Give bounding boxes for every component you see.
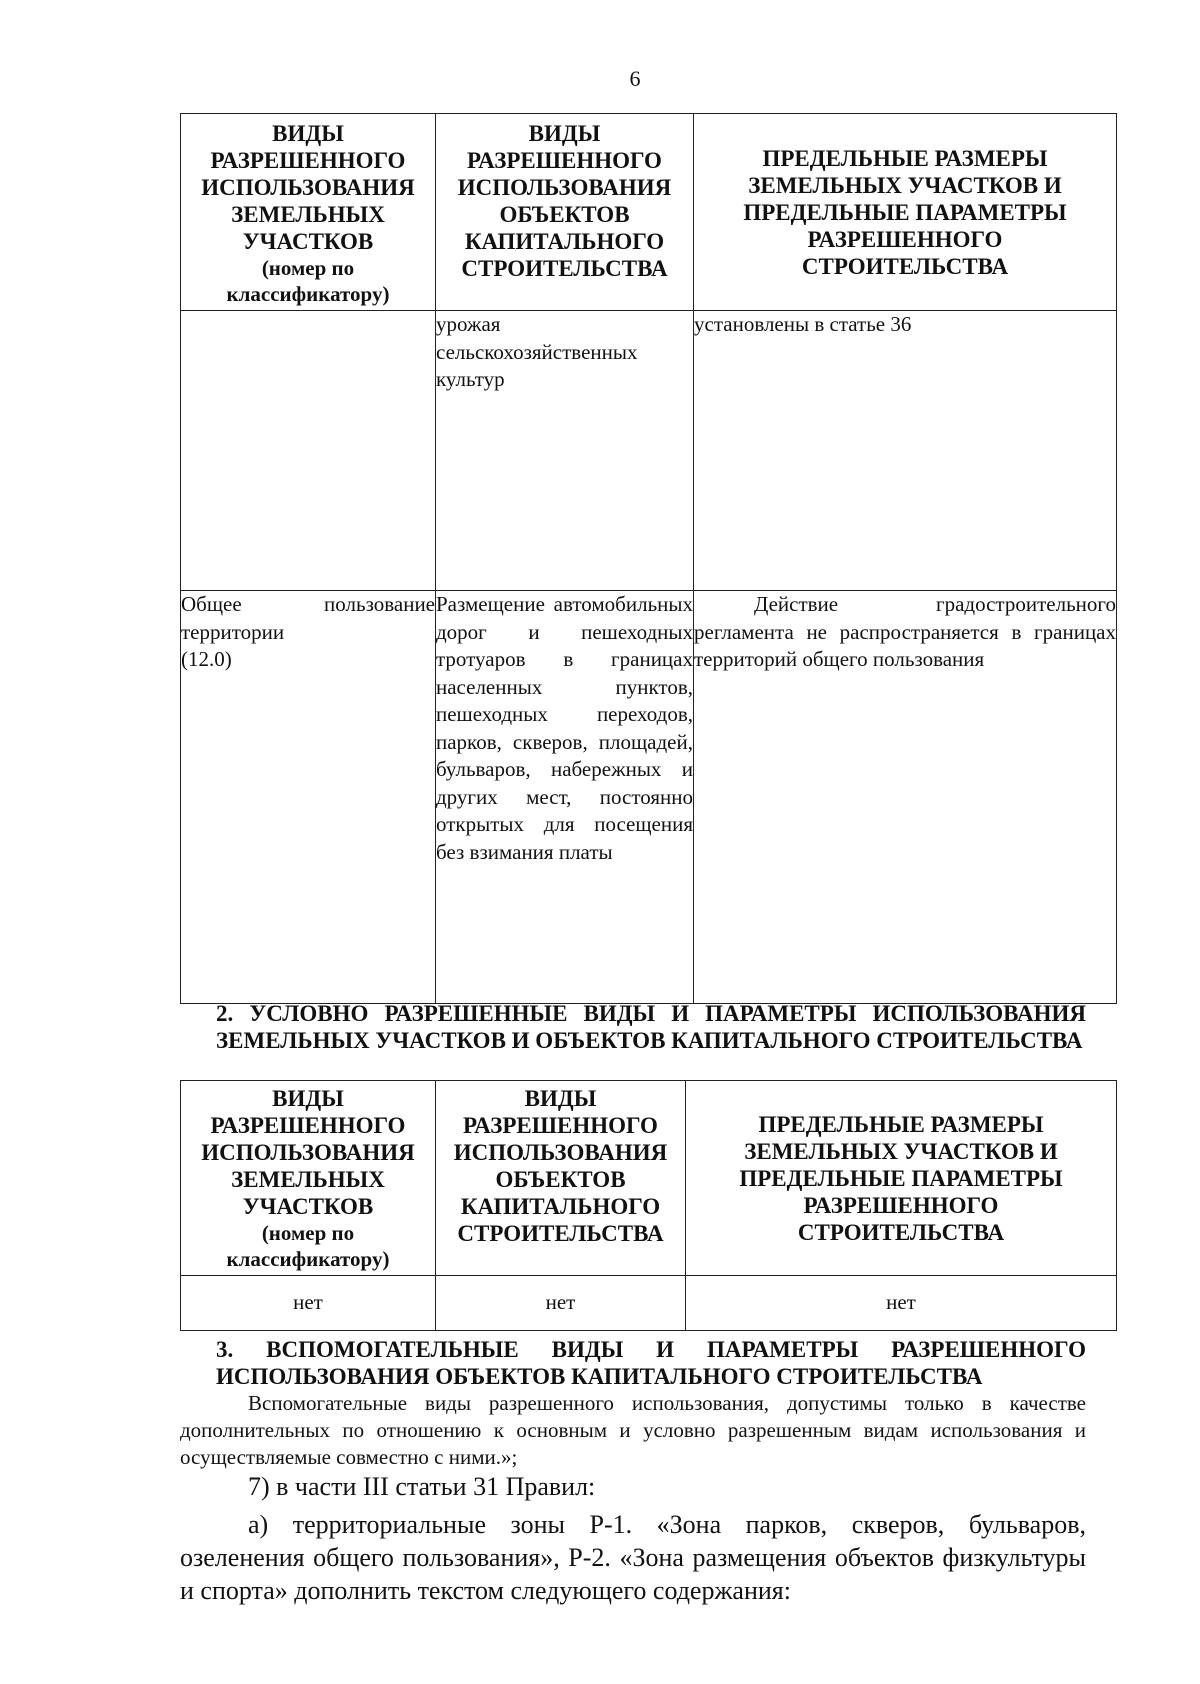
cell-land-use: нет bbox=[181, 1276, 436, 1331]
table-header-row bbox=[181, 1081, 1117, 1276]
cell-objects: Размещение автомобильных дорог и пешеходных тротуаров в границах населенных пунктов, пешеходных переходов, парков, скверов, площадей, бульваров, набережных и других мест, постоянно открытых для посещения без взимания платы bbox=[436, 591, 694, 1004]
table-row bbox=[181, 311, 1117, 591]
table-row bbox=[181, 1276, 1117, 1331]
header-limit-params bbox=[686, 1081, 1117, 1276]
header-title: ПРЕДЕЛЬНЫЕ РАЗМЕРЫ ЗЕМЕЛЬНЫХ УЧАСТКОВ И ПРЕДЕЛЬНЫЕ ПАРАМЕТРЫ РАЗРЕШЕННОГО СТРОИТЕЛЬСТВА bbox=[743, 145, 1067, 279]
header-object-use-types bbox=[436, 114, 694, 311]
section-2-title: 2. УСЛОВНО РАЗРЕШЕННЫЕ ВИДЫ И ПАРАМЕТРЫ ИСПОЛЬЗОВАНИЯ ЗЕМЕЛЬНЫХ УЧАСТКОВ И ОБЪЕКТОВ КАПИТАЛЬНОГО СТРОИТЕЛЬСТВА bbox=[216, 1001, 1086, 1053]
conditional-uses-table bbox=[180, 1080, 1117, 1331]
land-use-code: (12.0) bbox=[181, 647, 232, 671]
header-title: ВИДЫ РАЗРЕШЕННОГО ИСПОЛЬЗОВАНИЯ ОБЪЕКТОВ КАПИТАЛЬНОГО СТРОИТЕЛЬСТВА bbox=[457, 121, 672, 281]
cell-land-use bbox=[181, 311, 436, 591]
item-7: 7) в части III статьи 31 Правил: bbox=[248, 1472, 596, 1501]
cell-params: нет bbox=[686, 1276, 1117, 1331]
header-land-use-types bbox=[181, 114, 436, 311]
header-land-use-types bbox=[181, 1081, 436, 1276]
header-title: ВИДЫ РАЗРЕШЕННОГО ИСПОЛЬЗОВАНИЯ ЗЕМЕЛЬНЫХ УЧАСТКОВ bbox=[201, 121, 415, 254]
cell-land-use bbox=[181, 591, 436, 1004]
header-subtitle: (номер по классификатору) bbox=[226, 256, 390, 306]
header-title: ВИДЫ РАЗРЕШЕННОГО ИСПОЛЬЗОВАНИЯ ОБЪЕКТОВ КАПИТАЛЬНОГО СТРОИТЕЛЬСТВА bbox=[453, 1086, 668, 1246]
header-subtitle: (номер по классификатору) bbox=[226, 1221, 390, 1271]
table-row bbox=[181, 591, 1117, 1004]
item-a: а) территориальные зоны Р-1. «Зона парков, скверов, бульваров, озеленения общего пользования», Р-2. «Зона размещения объектов физкультуры и спорта» дополнить текстом следующего содержания: bbox=[180, 1510, 1086, 1605]
cell-params: установлены в статье 36 bbox=[694, 311, 1117, 591]
main-uses-table bbox=[180, 113, 1117, 1004]
land-use-name: Общее пользование территории bbox=[181, 592, 435, 644]
cell-params: Действие градостроительного регламента не распространяется в границах территорий общего пользования bbox=[694, 591, 1117, 1004]
section-3-title: 3. ВСПОМОГАТЕЛЬНЫЕ ВИДЫ И ПАРАМЕТРЫ РАЗРЕШЕННОГО ИСПОЛЬЗОВАНИЯ ОБЪЕКТОВ КАПИТАЛЬНОГО СТРОИТЕЛЬСТВА bbox=[216, 1337, 1086, 1389]
table-header-row bbox=[181, 114, 1117, 311]
cell-objects: урожая сельскохозяйственных культур bbox=[436, 311, 694, 591]
header-object-use-types bbox=[436, 1081, 686, 1276]
section-3-heading bbox=[216, 1336, 1086, 1390]
cell-objects: нет bbox=[436, 1276, 686, 1331]
header-title: ПРЕДЕЛЬНЫЕ РАЗМЕРЫ ЗЕМЕЛЬНЫХ УЧАСТКОВ И ПРЕДЕЛЬНЫЕ ПАРАМЕТРЫ РАЗРЕШЕННОГО СТРОИТЕЛЬСТВА bbox=[739, 1111, 1063, 1245]
section-2-heading bbox=[216, 1000, 1086, 1054]
header-title: ВИДЫ РАЗРЕШЕННОГО ИСПОЛЬЗОВАНИЯ ЗЕМЕЛЬНЫХ УЧАСТКОВ bbox=[201, 1086, 415, 1219]
header-limit-params bbox=[694, 114, 1117, 311]
section-3-text: Вспомогательные виды разрешенного использования, допустимы только в качестве дополнительных по отношению к основным и условно разрешенным видам использования и осуществляемые совместно с ними.»; bbox=[180, 1391, 1086, 1469]
page-number: 6 bbox=[629, 66, 641, 91]
